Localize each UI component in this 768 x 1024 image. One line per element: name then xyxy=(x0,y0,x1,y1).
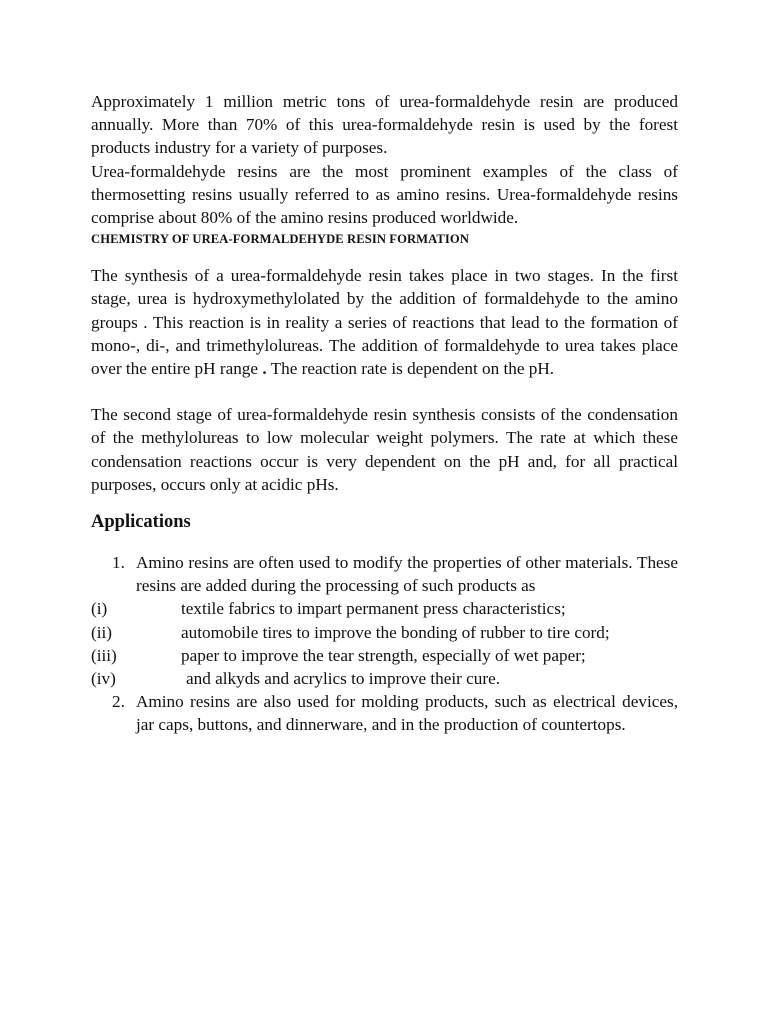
sub-item-ii-marker: (ii) xyxy=(91,622,112,642)
list-item-1 xyxy=(91,551,678,597)
sub-item-ii xyxy=(91,621,678,644)
sub-item-i-text: textile fabrics to impart permanent press characteristics; xyxy=(181,599,566,619)
list-item-1-text: Amino resins are often used to modify the properties of other materials. These resins are added during the processing of such products as xyxy=(136,553,678,596)
intro-paragraph-1: Approximately 1 million metric tons of urea-formaldehyde resin are produced annually. More than 70% of this urea-formaldehyde resin is used by the forest products industry for a variety of purposes. xyxy=(91,92,678,158)
sub-item-iv-text: and alkyds and acrylics to improve their cure. xyxy=(186,669,501,689)
intro-paragraph-2: Urea-formaldehyde resins are the most prominent examples of the class of thermosetting resins usually referred to as amino resins. Urea-formaldehyde resins comprise about 80% of the amino resins produced worldwide. xyxy=(91,161,678,228)
chemistry-paragraph-2: The second stage of urea-formaldehyde resin synthesis consists of the condensation of the methylolureas to low molecular weight polymers. The rate at which these condensation reactions occur is very dependent on the pH and, for all practical purposes, occurs only at acidic pHs. xyxy=(91,405,678,494)
sub-item-ii-text: automobile tires to improve the bonding of rubber to tire cord; xyxy=(181,622,610,642)
list-item-2-marker: 2. xyxy=(112,692,125,712)
list-item-2-text: Amino resins are also used for molding products, such as electrical devices, jar caps, buttons, and dinnerware, and in the production of countertops. xyxy=(136,692,678,735)
sub-item-iii xyxy=(91,644,678,667)
chemistry-paragraph-1-dot: . xyxy=(262,359,267,379)
sub-item-i xyxy=(91,597,678,620)
sub-item-iv-marker: (iv) xyxy=(91,669,116,689)
sub-item-iv xyxy=(91,667,678,690)
chemistry-paragraph-1-end: The reaction rate is dependent on the pH. xyxy=(266,359,555,379)
sub-item-iii-text: paper to improve the tear strength, especially of wet paper; xyxy=(181,645,586,665)
document-page xyxy=(91,90,678,737)
chemistry-paragraph-1 xyxy=(91,264,678,380)
sub-item-iii-marker: (iii) xyxy=(91,645,117,665)
applications-title: Applications xyxy=(91,512,191,533)
chemistry-paragraph-1-start: The synthesis of a urea-formaldehyde resin takes place in two stages. In the first stage, urea is hydroxymethylolated by the addition of formaldehyde to the amino groups . This reaction is in reality a series of reactions that lead to the formation of mono-, di-, and trimethylolureas. The addition of formaldehyde to urea takes place over the entire pH range xyxy=(91,266,678,379)
list-item-1-marker: 1. xyxy=(112,553,125,573)
sub-item-i-marker: (i) xyxy=(91,599,108,619)
list-item-2 xyxy=(91,690,678,736)
chemistry-heading: CHEMISTRY OF UREA-FORMALDEHYDE RESIN FORMATION xyxy=(91,232,470,247)
